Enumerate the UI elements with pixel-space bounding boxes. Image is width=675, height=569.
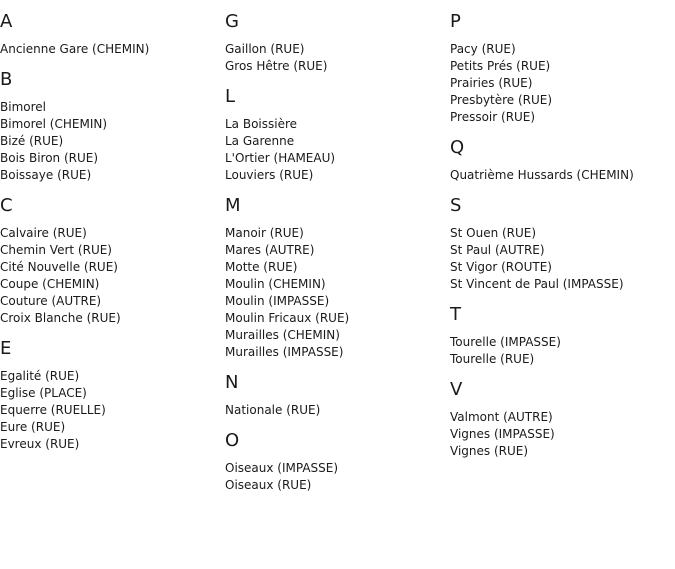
street-name-link[interactable]: Murailles (IMPASSE) [225, 345, 344, 359]
list-item [225, 133, 449, 150]
street-name-link[interactable]: Coupe (CHEMIN) [0, 277, 100, 291]
street-name-link[interactable]: Oiseaux (RUE) [225, 478, 312, 492]
street-list [225, 116, 449, 184]
letter-group [450, 195, 674, 293]
letter-heading: N [225, 372, 239, 393]
list-item [225, 41, 449, 58]
letter-heading: T [450, 304, 461, 325]
street-name-link[interactable]: Egalité (RUE) [0, 369, 80, 383]
letter-group [450, 137, 674, 184]
street-name-link[interactable]: Motte (RUE) [225, 260, 298, 274]
list-item [450, 351, 674, 368]
list-item [225, 150, 449, 167]
street-list [0, 225, 224, 327]
list-item [0, 276, 224, 293]
street-name-link[interactable]: Oiseaux (IMPASSE) [225, 461, 339, 475]
list-item [450, 225, 674, 242]
list-item [450, 41, 674, 58]
street-name-link[interactable]: L'Ortier (HAMEAU) [225, 151, 336, 165]
street-name-link[interactable]: Bimorel (CHEMIN) [0, 117, 108, 131]
list-item [450, 75, 674, 92]
street-list [450, 225, 674, 293]
street-list [225, 225, 449, 361]
list-item [0, 436, 224, 453]
list-item [0, 419, 224, 436]
letter-heading: P [450, 11, 461, 32]
street-list [0, 368, 224, 453]
list-item [225, 225, 449, 242]
street-name-link[interactable]: Quatrième Hussards (CHEMIN) [450, 168, 634, 182]
list-item [0, 99, 224, 116]
street-name-link[interactable]: Moulin (IMPASSE) [225, 294, 330, 308]
street-name-link[interactable]: Evreux (RUE) [0, 437, 80, 451]
street-name-link[interactable]: Presbytère (RUE) [450, 93, 553, 107]
list-item [225, 276, 449, 293]
letter-group [225, 86, 449, 184]
list-item [0, 133, 224, 150]
street-name-link[interactable]: Moulin Fricaux (RUE) [225, 311, 350, 325]
street-list [450, 409, 674, 460]
street-name-link[interactable]: Croix Blanche (RUE) [0, 311, 121, 325]
letter-heading: V [450, 379, 463, 400]
letter-group [225, 11, 449, 75]
list-item [225, 167, 449, 184]
list-item [0, 41, 224, 58]
list-item [450, 426, 674, 443]
street-name-link[interactable]: La Boissière [225, 117, 298, 131]
letter-heading: B [0, 69, 13, 90]
street-name-link[interactable]: Chemin Vert (RUE) [0, 243, 112, 257]
list-item [225, 344, 449, 361]
street-name-link[interactable]: Tourelle (RUE) [450, 352, 535, 366]
letter-group [0, 195, 224, 327]
letter-group [450, 11, 674, 126]
list-item [0, 385, 224, 402]
list-item [0, 167, 224, 184]
street-list [0, 99, 224, 184]
letter-group [450, 379, 674, 460]
street-list [225, 41, 449, 75]
list-item [0, 368, 224, 385]
list-item [0, 150, 224, 167]
street-index-column-1 [0, 0, 224, 453]
street-name-link[interactable]: Vignes (RUE) [450, 444, 529, 458]
letter-heading: G [225, 11, 239, 32]
street-list [0, 41, 224, 58]
letter-group [225, 195, 449, 361]
street-list [450, 167, 674, 184]
list-item [450, 443, 674, 460]
street-name-link[interactable]: Mares (AUTRE) [225, 243, 315, 257]
street-name-link[interactable]: St Vincent de Paul (IMPASSE) [450, 277, 624, 291]
list-item [225, 242, 449, 259]
list-item [225, 310, 449, 327]
list-item [0, 402, 224, 419]
letter-group [225, 372, 449, 419]
street-name-link[interactable]: Gaillon (RUE) [225, 42, 305, 56]
street-list [450, 334, 674, 368]
street-name-link[interactable]: Prairies (RUE) [450, 76, 533, 90]
street-name-link[interactable]: Vignes (IMPASSE) [450, 427, 555, 441]
list-item [450, 92, 674, 109]
list-item [450, 334, 674, 351]
street-name-link[interactable]: Eure (RUE) [0, 420, 66, 434]
letter-group [0, 69, 224, 184]
list-item [225, 477, 449, 494]
street-name-link[interactable]: Equerre (RUELLE) [0, 403, 106, 417]
letter-heading: S [450, 195, 462, 216]
list-item [0, 242, 224, 259]
list-item [450, 409, 674, 426]
street-name-link[interactable]: Valmont (AUTRE) [450, 410, 553, 424]
list-item [0, 293, 224, 310]
list-item [450, 167, 674, 184]
street-index-column-3 [450, 0, 674, 460]
list-item [0, 310, 224, 327]
list-item [225, 58, 449, 75]
list-item [450, 259, 674, 276]
list-item [450, 276, 674, 293]
list-item [450, 58, 674, 75]
street-name-link[interactable]: St Vigor (ROUTE) [450, 260, 552, 274]
letter-heading: O [225, 430, 240, 451]
list-item [225, 402, 449, 419]
street-name-link[interactable]: Calvaire (RUE) [0, 226, 87, 240]
street-list [450, 41, 674, 126]
street-name-link[interactable]: Murailles (CHEMIN) [225, 328, 340, 342]
street-list [225, 460, 449, 494]
letter-heading: L [225, 86, 236, 107]
list-item [225, 259, 449, 276]
letter-group [0, 338, 224, 453]
letter-heading: M [225, 195, 241, 216]
list-item [225, 460, 449, 477]
street-name-link[interactable]: Gros Hêtre (RUE) [225, 59, 328, 73]
street-name-link[interactable]: Louviers (RUE) [225, 168, 314, 182]
street-name-link[interactable]: Cité Nouvelle (RUE) [0, 260, 118, 274]
letter-group [225, 430, 449, 494]
street-name-link[interactable]: Petits Prés (RUE) [450, 59, 551, 73]
letter-heading: C [0, 195, 13, 216]
letter-heading: Q [450, 137, 465, 158]
street-name-link[interactable]: Nationale (RUE) [225, 403, 321, 417]
street-list [225, 402, 449, 419]
list-item [0, 116, 224, 133]
letter-heading: E [0, 338, 12, 359]
street-name-link[interactable]: La Garenne [225, 134, 295, 148]
list-item [225, 327, 449, 344]
street-name-link[interactable]: Pressoir (RUE) [450, 110, 536, 124]
street-name-link[interactable]: Pacy (RUE) [450, 42, 516, 56]
street-name-link[interactable]: Eglise (PLACE) [0, 386, 87, 400]
letter-group [450, 304, 674, 368]
street-name-link[interactable]: Ancienne Gare (CHEMIN) [0, 42, 150, 56]
list-item [225, 293, 449, 310]
list-item [0, 259, 224, 276]
street-name-link[interactable]: Bimorel [0, 100, 46, 114]
letter-heading: A [0, 11, 13, 32]
street-name-link[interactable]: St Paul (AUTRE) [450, 243, 545, 257]
street-name-link[interactable]: Manoir (RUE) [225, 226, 304, 240]
street-name-link[interactable]: Couture (AUTRE) [0, 294, 102, 308]
list-item [0, 225, 224, 242]
letter-group [0, 11, 224, 58]
street-name-link[interactable]: Bizé (RUE) [0, 134, 64, 148]
street-index-column-2 [225, 0, 449, 494]
street-name-link[interactable]: Moulin (CHEMIN) [225, 277, 326, 291]
street-name-link[interactable]: Bois Biron (RUE) [0, 151, 99, 165]
list-item [450, 109, 674, 126]
street-name-link[interactable]: Tourelle (IMPASSE) [450, 335, 561, 349]
list-item [450, 242, 674, 259]
list-item [225, 116, 449, 133]
street-name-link[interactable]: St Ouen (RUE) [450, 226, 537, 240]
street-name-link[interactable]: Boissaye (RUE) [0, 168, 92, 182]
